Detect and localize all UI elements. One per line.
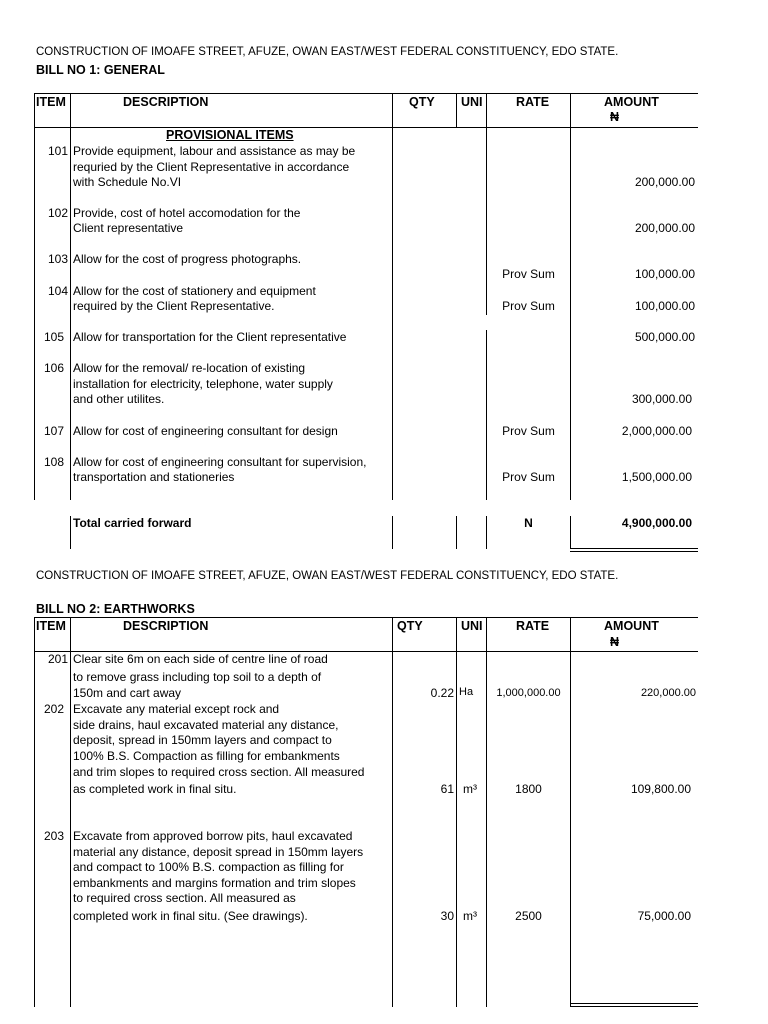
amount-cell: 200,000.00 [634,175,695,189]
item-number: 103 [47,252,68,266]
item-number: 106 [43,361,64,375]
description-line: requried by the Client Representative in accordance [73,160,350,174]
description-line: to required cross section. All measured as [73,891,296,905]
total-col-rule [456,516,457,549]
total-double-rule [570,551,698,552]
rate-cell: Prov Sum [502,470,555,484]
description-line: side drains, haul excavated material any distance, [73,718,339,732]
bill2-double-rule [570,1003,698,1004]
header-currency: ₦ [610,635,620,649]
bill1-col-rule [456,93,457,127]
rate-cell: 1,000,000.00 [496,687,561,699]
bill2-col-rule [34,617,35,1007]
description-line: Clear site 6m on each side of centre line of road [73,652,328,666]
header-qty: QTY [409,95,435,109]
description-line: completed work in final situ. (See drawings). [73,909,308,923]
total-col-rule [570,516,571,549]
amount-cell: 500,000.00 [634,330,695,344]
total-double-rule [570,548,698,549]
description-line: and compact to 100% B.S. compaction as filling for [73,860,344,874]
qty-cell: 30 [440,909,454,923]
description-line: embankments and margins formation and trim slopes [73,876,356,890]
description-line: Provide equipment, labour and assistance as may be [73,144,356,158]
item-number: 203 [43,829,64,843]
qty-cell: 61 [440,782,454,796]
total-label: Total carried forward [73,516,192,530]
description-line: 150m and cart away [73,686,182,700]
description-line: Allow for cost of engineering consultant for supervision, [73,455,367,469]
qty-cell: 0.22 [430,686,454,700]
rate-cell: Prov Sum [502,424,555,438]
bill2-col-rule [456,617,457,1007]
description-line: Allow for transportation for the Client representative [73,330,347,344]
bill2-col-rule [570,617,571,1007]
description-line: Provide, cost of hotel accomodation for the [73,206,301,220]
bill1-header-bottom-rule [34,127,698,128]
header-description: DESCRIPTION [123,95,209,109]
bill1-project-title: CONSTRUCTION OF IMOAFE STREET, AFUZE, OWAN EAST/WEST FEDERAL CONSTITUENCY, EDO STATE. [36,46,619,58]
rate-cell: Prov Sum [502,299,555,313]
item-number: 104 [47,284,68,298]
bill2-project-title: CONSTRUCTION OF IMOAFE STREET, AFUZE, OWAN EAST/WEST FEDERAL CONSTITUENCY, EDO STATE. [36,570,619,582]
description-line: to remove grass including top soil to a depth of [73,670,322,684]
rate-cell: 1800 [515,782,542,796]
unit-cell: Ha [459,686,474,698]
header-unit: UNI [461,619,483,633]
bill1-col-rule [70,93,71,500]
unit-cell: m³ [463,909,477,923]
bill1-col-rule [34,93,35,500]
amount-cell: 300,000.00 [631,392,692,406]
item-number: 102 [47,206,68,220]
description-line: deposit, spread in 150mm layers and compact to [73,733,332,747]
description-line: as completed work in final situ. [73,782,237,796]
item-number: 107 [43,424,64,438]
description-line: transportation and stationeries [73,470,235,484]
item-number: 108 [43,455,64,469]
bill1-header-top-rule [34,93,698,94]
bill2-col-rule [392,617,393,1007]
description-line: and other utilites. [73,392,165,406]
description-line: Client representative [73,221,184,235]
item-number: 201 [47,652,68,666]
description-line: and trim slopes to required cross section. All measured [73,765,365,779]
amount-cell: 100,000.00 [634,299,695,313]
amount-cell: 200,000.00 [634,221,695,235]
amount-cell: 100,000.00 [634,267,695,281]
header-rate: RATE [516,95,550,109]
total-rate: N [524,516,533,530]
amount-cell: 1,500,000.00 [621,470,692,484]
amount-cell: 220,000.00 [640,687,696,699]
header-qty: QTY [397,619,423,633]
description-line: 100% B.S. Compaction as filling for embankments [73,749,340,763]
bill2-col-rule [486,617,487,1007]
description-line: material any distance, deposit spread in 150mm layers [73,845,364,859]
amount-cell: 2,000,000.00 [621,424,692,438]
amount-cell: 75,000.00 [637,909,691,923]
total-col-rule [392,516,393,549]
rate-cell: Prov Sum [502,267,555,281]
bill2-title: BILL NO 2: EARTHWORKS [36,602,195,616]
header-rate: RATE [516,619,550,633]
item-number: 202 [43,702,64,716]
total-amount: 4,900,000.00 [621,516,692,530]
description-line: required by the Client Representative. [73,299,275,313]
bill1-col-rule [570,93,571,500]
description-line: Excavate any material except rock and [73,702,280,716]
header-unit: UNI [461,95,483,109]
description-line: installation for electricity, telephone, water supply [73,377,333,391]
header-amount: AMOUNT [604,95,659,109]
description-line: Allow for the removal/ re-location of existing [73,361,306,375]
amount-cell: 109,800.00 [630,782,691,796]
description-line: Allow for the cost of stationery and equipment [73,284,316,298]
header-description: DESCRIPTION [123,619,209,633]
total-col-rule [70,516,71,549]
description-line: Allow for cost of engineering consultant for design [73,424,338,438]
bill1-title: BILL NO 1: GENERAL [36,63,165,77]
item-number: 105 [43,330,64,344]
bill2-double-rule [570,1006,698,1007]
header-item: ITEM [36,95,66,109]
header-item: ITEM [36,619,66,633]
section-heading: PROVISIONAL ITEMS [166,128,294,142]
header-amount: AMOUNT [604,619,659,633]
bill1-col-rule [486,93,487,315]
rate-cell: 2500 [515,909,542,923]
unit-cell: m³ [463,782,477,796]
item-number: 101 [47,144,68,158]
bill2-col-rule [70,617,71,1007]
description-line: Excavate from approved borrow pits, haul excavated [73,829,353,843]
description-line: Allow for the cost of progress photographs. [73,252,302,266]
description-line: with Schedule No.VI [73,175,182,189]
header-currency: ₦ [610,110,620,124]
bill2-header-top-rule [34,617,698,618]
bill1-col-rule [392,93,393,500]
